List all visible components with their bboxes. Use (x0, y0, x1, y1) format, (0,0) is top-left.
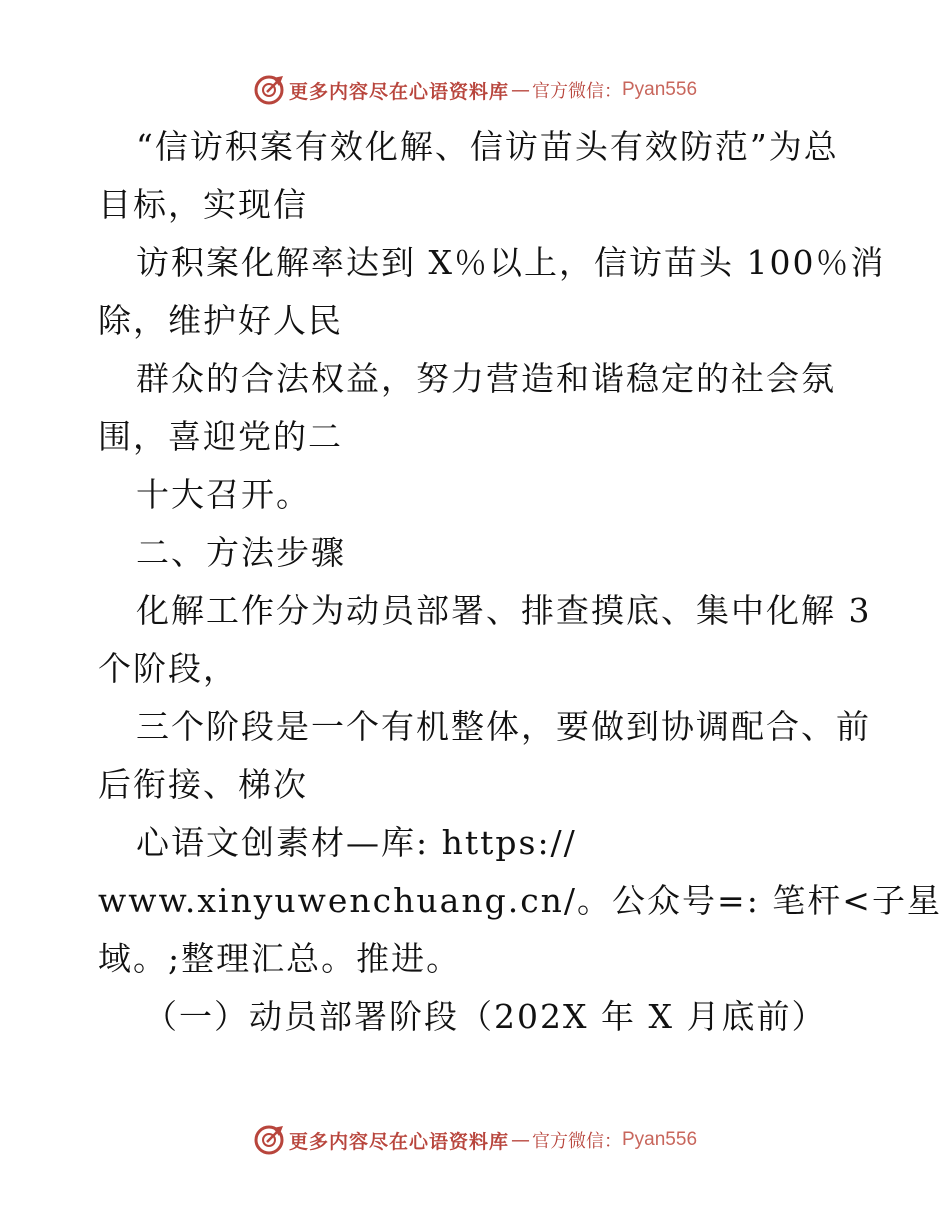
section-heading: 二、方法步骤 (136, 533, 346, 572)
body-line-11: 三个阶段是一个有机整体，要做到协调配合、前 (136, 707, 871, 746)
body-line-10: 个阶段， (98, 649, 238, 688)
pen-logo-icon (253, 74, 285, 106)
header-banner-text: 更多内容尽在心语资料库 (288, 80, 509, 103)
footer-wechat-label: 官方微信： (532, 1131, 622, 1152)
body-line-5: 群众的合法权益，努力营造和谐稳定的社会氛 (136, 359, 836, 398)
body-line-12: 后衔接、梯次 (98, 765, 308, 804)
body-line-2: 目标，实现信 (98, 185, 308, 224)
subsection-heading: （一）动员部署阶段（202X 年 X 月底前） (144, 997, 827, 1036)
body-line-7: 十大召开。 (136, 475, 311, 514)
body-line-13: 心语文创素材—库: https:// (136, 823, 577, 862)
body-line-1: “信访积案有效化解、信访苗头有效防范”为总 (136, 127, 839, 166)
body-line-4: 除，维护好人民 (98, 301, 343, 340)
footer-banner (0, 1120, 950, 1160)
footer-banner-text: 更多内容尽在心语资料库 (288, 1130, 509, 1153)
header-wechat-label: 官方微信： (532, 81, 622, 102)
body-line-14: www.xinyuwenchuang.cn/。公众号=: 笔杆<子星 (98, 881, 942, 920)
footer-banner-sep: — (511, 1129, 530, 1151)
footer-wechat-id: Pyan556 (622, 1129, 698, 1150)
header-banner (0, 70, 950, 110)
document-body (98, 118, 942, 1046)
header-wechat-id: Pyan556 (622, 79, 698, 100)
body-line-15: 域。;整理汇总。推进。 (98, 939, 462, 978)
body-line-6: 围，喜迎党的二 (98, 417, 343, 456)
body-line-9: 化解工作分为动员部署、排查摸底、集中化解 3 (136, 591, 872, 630)
body-line-3: 访积案化解率达到 X％以上，信访苗头 100％消 (136, 243, 886, 282)
header-banner-sep: — (511, 79, 530, 101)
pen-logo-icon (253, 1124, 285, 1156)
